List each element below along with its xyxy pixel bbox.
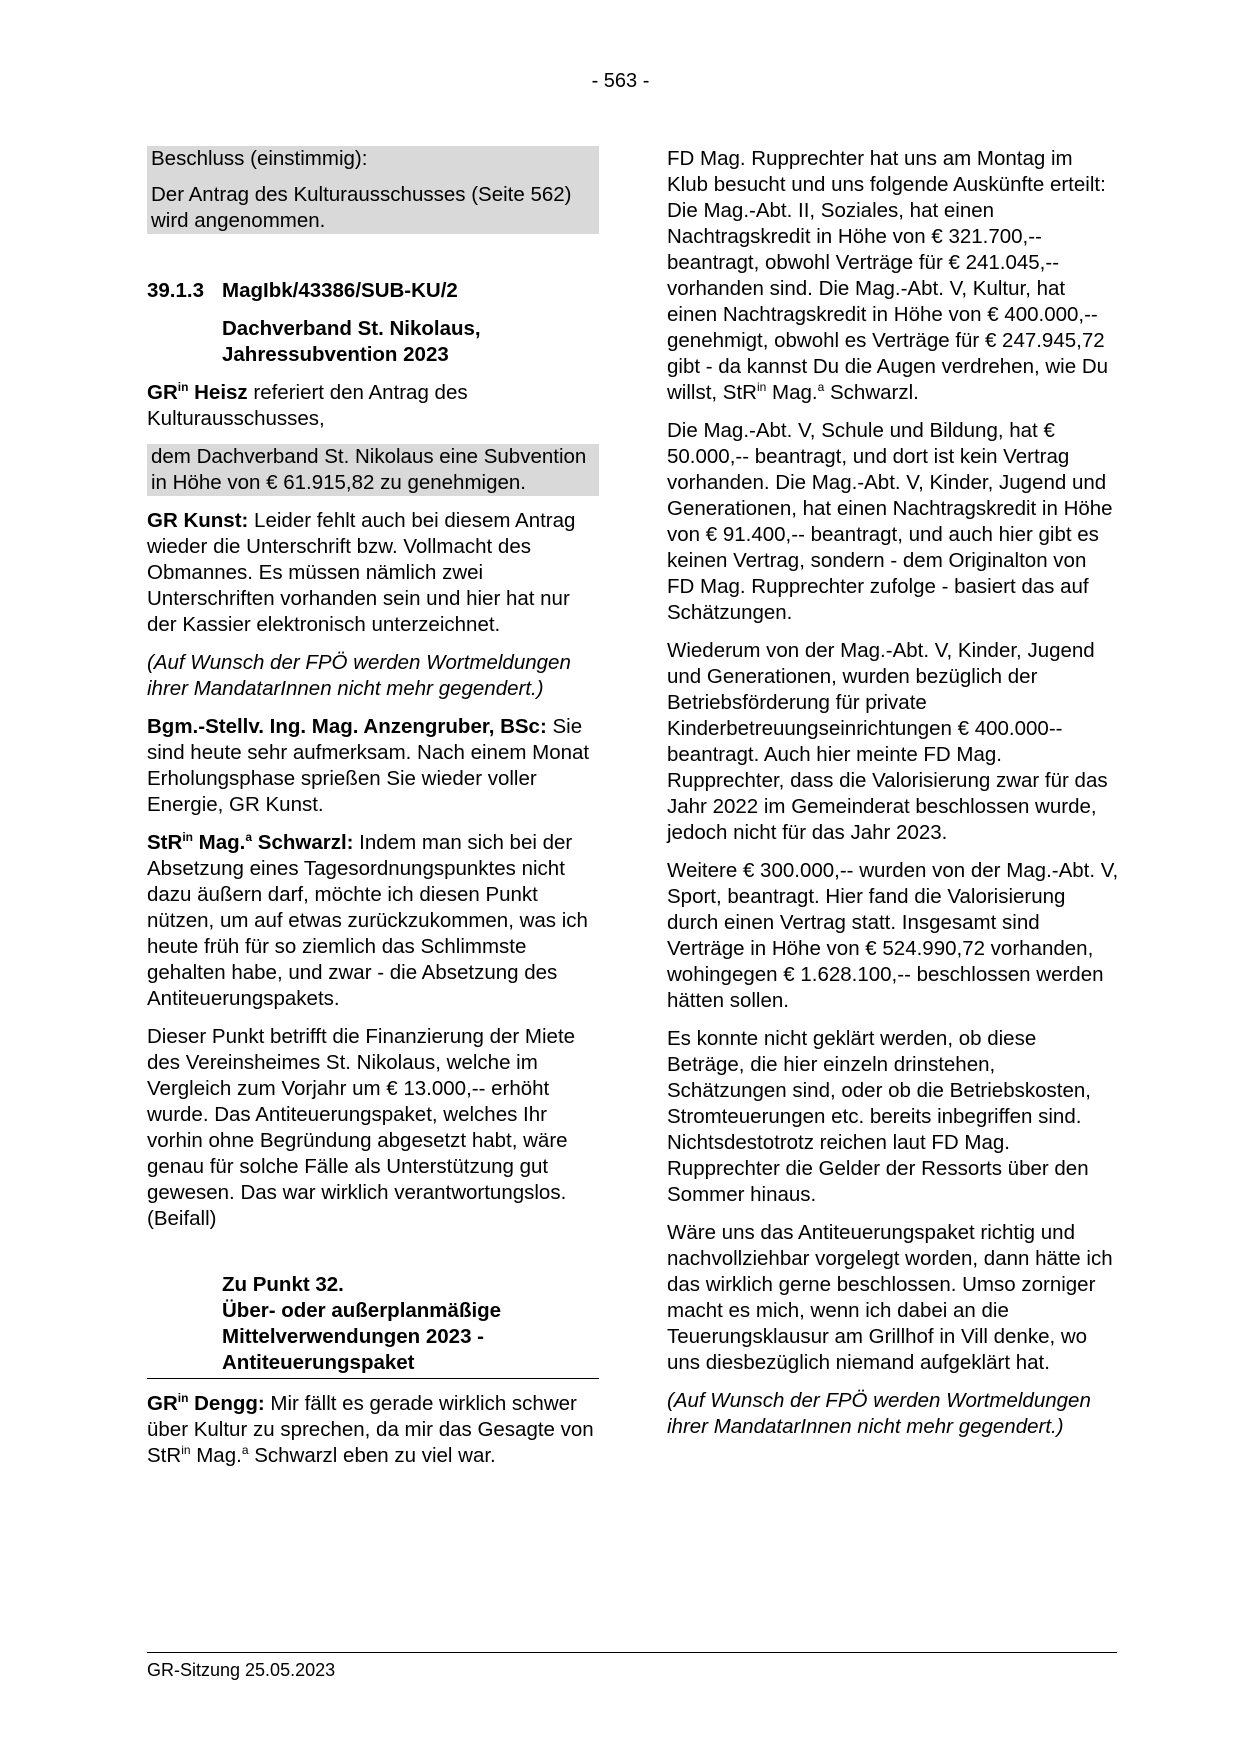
- fpo-note: (Auf Wunsch der FPÖ werden Wortmeldungen ihrer MandatarInnen nicht mehr gegendert.): [667, 1389, 1091, 1438]
- paragraph: Bgm.-Stellv. Ing. Mag. Anzengruber, BSc: Sie sind heute sehr aufmerksam. Nach einem Monat Erholungsphase sprießen Sie wieder voller Energie, GR Kunst.: [147, 715, 590, 816]
- paragraph: Wiederum von der Mag.-Abt. V, Kinder, Jugend und Generationen, wurden bezüglich der Betriebsförderung für private Kinderbetreuungseinrichtungen € 400.000-- beantragt. Auch hier meinte FD Mag. Rupprechter, dass die Valorisierung zwar für das Jahr 2022 im Gemeinderat beschlossen wurde, jedoch nicht für das Jahr 2023.: [667, 639, 1108, 844]
- speaker-name: GR Kunst:: [147, 509, 249, 532]
- section-number: 39.1.3: [147, 279, 204, 302]
- paragraph: Dieser Punkt betrifft die Finanzierung der Miete des Vereinsheimes St. Nikolaus, welche im Vergleich zum Vorjahr um € 13.000,-- erhöht wurde. Das Antiteuerungspaket, welches Ihr vorhin ohne Begründung abgesetzt habt, wäre genau für solche Fälle als Unterstützung gut gewesen. Das war wirklich verantwortungslos. (Beifall): [147, 1025, 576, 1230]
- section-code: MagIbk/43386/SUB-KU/2: [222, 279, 458, 302]
- speaker-name: $GR^{in}$ Heisz: [147, 380, 248, 404]
- speaker-name: $GR^{in}$ Dengg:: [147, 1391, 265, 1415]
- resolution-box: [147, 146, 599, 234]
- motion-text: dem Dachverband St. Nikolaus eine Subvention in Höhe von € 61.915,82 zu genehmigen.: [147, 444, 599, 496]
- paragraph: Die Mag.-Abt. V, Schule und Bildung, hat € 50.000,-- beantragt, und dort ist kein Vertrag vorhanden. Die Mag.-Abt. V, Kinder, Jugend und Generationen, hat einen Nachtragskredit in Höhe von € 91.400,-- beantragt, und auch hier gibt es keinen Vertrag, sondern - dem Originalton von FD Mag. Rupprechter zufolge - basiert das auf Schätzungen.: [667, 419, 1113, 624]
- footer-divider: [147, 1652, 1117, 1653]
- speaker-name: StR$^{in}$ Mag.$^a$ Schwarzl:: [147, 830, 354, 854]
- footer-session-date: GR-Sitzung 25.05.2023: [147, 1660, 336, 1680]
- paragraph: GR Kunst: Leider fehlt auch bei diesem Antrag wieder die Unterschrift bzw. Vollmacht des Obmannes. Es müssen nämlich zwei Unterschriften vorhanden sein und hier hat nur der Kassier elektronisch unterzeichnet.: [147, 509, 576, 636]
- agenda-item-number: Zu Punkt 32.: [222, 1273, 344, 1296]
- section-heading: [147, 278, 599, 304]
- paragraph: FD Mag. Rupprechter hat uns am Montag im Klub besucht und uns folgende Auskünfte erteilt: Die Mag.-Abt. II, Soziales, hat einen Nachtragskredit in Höhe von € 321.700,-- beantragt, obwohl Verträge für € 241.045,-- vorhanden sind. Die Mag.-Abt. V, Kultur, hat einen Nachtragskredit in Höhe von € 400.000,-- genehmigt, obwohl es Verträge für € 247.945,72 gibt - da kannst Du die Augen verdrehen, wie Du willst, StR$^{in}$ Mag.$^a$ Schwarzl.: [667, 147, 1109, 404]
- section-title: Dachverband St. Nikolaus, Jahressubvention 2023: [222, 317, 481, 366]
- agenda-item-heading: [147, 1272, 599, 1379]
- resolution-label: Beschluss (einstimmig):: [151, 147, 368, 170]
- resolution-text: Der Antrag des Kulturausschusses (Seite 562) wird angenommen.: [151, 183, 572, 232]
- paragraph: Es konnte nicht geklärt werden, ob diese Beträge, die hier einzeln drinstehen, Schätzungen sind, oder ob die Betriebskosten, Stromteuerungen etc. bereits inbegriffen sind. Nichtsdestotrotz reichen laut FD Mag. Rupprechter die Gelder der Ressorts über den Sommer hinaus.: [667, 1027, 1091, 1206]
- paragraph: $GR^{in}$ Dengg: Mir fällt es gerade wirklich schwer über Kultur zu sprechen, da mir das Gesagte von StR$^{in}$ Mag.$^a$ Schwarzl eben zu viel war.: [147, 1391, 594, 1467]
- paragraph: StR$^{in}$ Mag.$^a$ Schwarzl: Indem man sich bei der Absetzung eines Tagesordnungspunktes nicht dazu äußern darf, möchte ich diesen Punkt nützen, um auf etwas zurückzukommen, was ich heute früh für so ziemlich das Schlimmste gehalten habe, und zwar - die Absetzung des Antiteuerungspakets.: [147, 830, 588, 1010]
- speaker-name: Bgm.-Stellv. Ing. Mag. Anzengruber, BSc:: [147, 715, 547, 738]
- right-column: [667, 146, 1119, 1452]
- paragraph: $GR^{in}$ Heisz referiert den Antrag des Kulturausschusses,: [147, 380, 468, 430]
- paragraph: Wäre uns das Antiteuerungspaket richtig und nachvollziehbar vorgelegt worden, dann hätte ich das wirklich gerne beschlossen. Umso zorniger macht es mich, wenn ich dabei an die Teuerungsklausur am Grillhof in Vill denke, wo uns diesbezüglich niemand aufgeklärt hat.: [667, 1221, 1113, 1374]
- left-column: [147, 146, 599, 1481]
- agenda-item-title: Über- oder außerplanmäßige Mittelverwendungen 2023 - Antiteuerungspaket: [222, 1299, 502, 1374]
- page-number: - 563 -: [591, 70, 650, 92]
- fpo-note: (Auf Wunsch der FPÖ werden Wortmeldungen ihrer MandatarInnen nicht mehr gegendert.): [147, 651, 571, 700]
- paragraph: Weitere € 300.000,-- wurden von der Mag.-Abt. V, Sport, beantragt. Hier fand die Valorisierung durch einen Vertrag statt. Insgesamt sind Verträge in Höhe von € 524.990,72 vorhanden, wohingegen € 1.628.100,-- beschlossen werden hätten sollen.: [667, 859, 1119, 1012]
